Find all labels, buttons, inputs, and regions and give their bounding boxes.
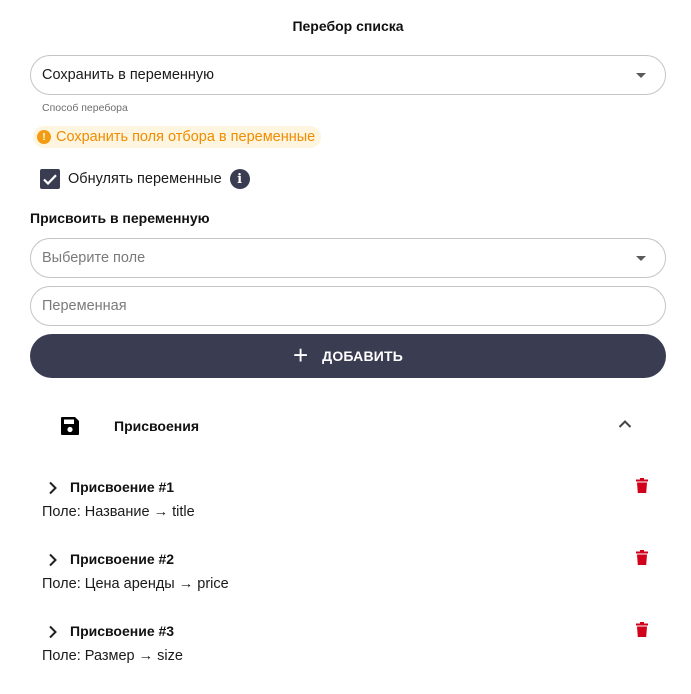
reset-variables-label: Обнулять переменные <box>68 171 222 187</box>
field-select[interactable] <box>30 238 666 278</box>
trash-icon[interactable] <box>636 478 648 493</box>
page-title: Перебор списка <box>292 18 404 34</box>
checkmark-icon <box>43 174 57 185</box>
save-icon <box>60 416 80 436</box>
iteration-mode-value: Сохранить в переменную <box>42 67 215 83</box>
hint-text: Сохранить поля отбора в переменные <box>56 129 316 145</box>
assignment-item <box>30 622 666 672</box>
chevron-up-icon[interactable] <box>618 419 632 429</box>
trash-icon[interactable] <box>636 550 648 565</box>
chevron-right-icon[interactable] <box>48 481 58 495</box>
assignment-item-detail: Поле: Размер → size <box>42 648 183 664</box>
iteration-mode-helper: Способ перебора <box>42 102 128 114</box>
assign-section-title: Присвоить в переменную <box>30 210 210 226</box>
chevron-right-icon[interactable] <box>48 553 58 567</box>
trash-icon[interactable] <box>636 622 648 637</box>
variable-input-placeholder: Переменная <box>42 298 127 314</box>
dropdown-caret-icon <box>636 73 646 78</box>
assignment-item <box>30 478 666 528</box>
assignment-item-detail: Поле: Цена аренды → price <box>42 576 229 592</box>
assignments-panel-header[interactable] <box>30 404 666 448</box>
reset-variables-option <box>40 169 250 189</box>
chevron-right-icon[interactable] <box>48 625 58 639</box>
variable-input[interactable] <box>30 286 666 326</box>
assignments-panel-title: Присвоения <box>114 418 199 434</box>
iteration-mode-select[interactable] <box>30 55 666 95</box>
assignment-item-detail: Поле: Название → title <box>42 504 195 520</box>
dropdown-caret-icon <box>636 256 646 261</box>
reset-variables-checkbox[interactable] <box>40 169 60 189</box>
hint-badge <box>33 126 321 148</box>
add-button-label: ДОБАВИТЬ <box>322 348 404 364</box>
plus-icon: + <box>292 340 309 370</box>
field-select-placeholder: Выберите поле <box>42 250 146 266</box>
add-button[interactable] <box>30 334 666 378</box>
warning-info-icon: ! <box>37 130 51 144</box>
assignment-item <box>30 550 666 600</box>
assignment-item-title[interactable]: Присвоение #1 <box>70 479 175 495</box>
info-icon[interactable]: i <box>230 169 250 189</box>
assignment-item-title[interactable]: Присвоение #3 <box>70 623 175 639</box>
assignment-item-title[interactable]: Присвоение #2 <box>70 551 175 567</box>
